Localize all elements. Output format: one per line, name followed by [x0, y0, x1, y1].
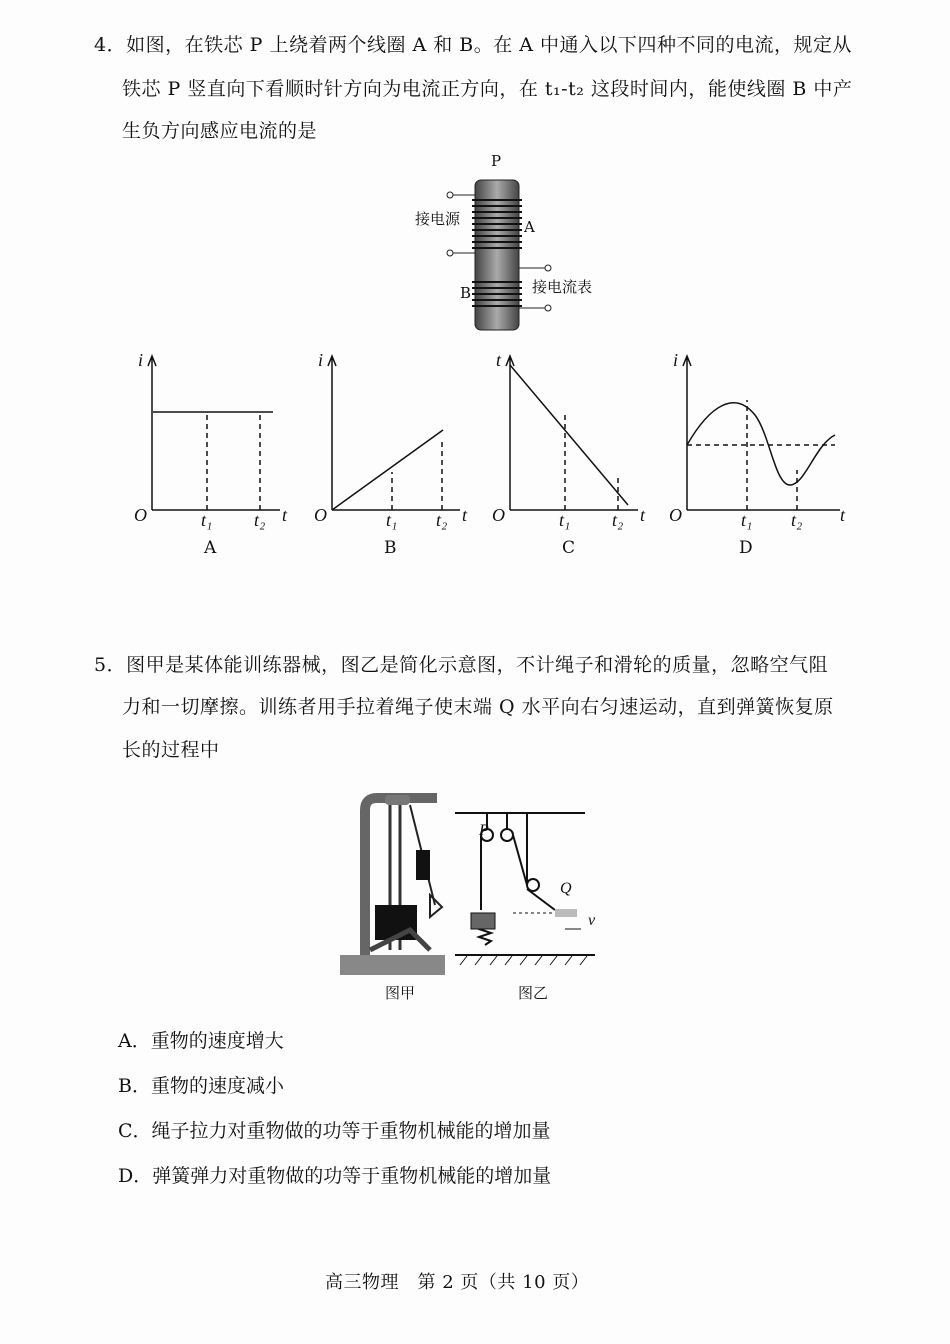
label-p: P: [479, 822, 489, 839]
t2-label: t₂: [612, 510, 624, 530]
t2-label: t₂: [791, 510, 803, 530]
y-axis-label: i: [673, 350, 679, 370]
t1-label: t₁: [201, 510, 213, 530]
origin-label: O: [314, 505, 327, 525]
label-q: Q: [560, 880, 572, 897]
training-machine-photo: [340, 785, 450, 980]
q5-line-2: 力和一切摩擦。训练者用手拉着绳子使末端 Q 水平向右匀速运动，直到弹簧恢复原: [122, 696, 834, 718]
graph-C: [488, 350, 668, 520]
caption-figure-a: 图甲: [385, 984, 416, 1002]
core-label-p: P: [491, 152, 502, 170]
y-axis: [683, 356, 691, 510]
option-d: D．弹簧弹力对重物做的功等于重物机械能的增加量: [118, 1165, 552, 1187]
y-axis: [328, 356, 336, 510]
y-axis: [506, 356, 514, 510]
graph-B: [310, 350, 490, 520]
label-v: v: [588, 912, 596, 929]
coil-label-b: B: [460, 284, 472, 302]
t2-label: t₂: [254, 510, 266, 530]
option-label-D: D: [739, 538, 753, 558]
option-c: C．绳子拉力对重物做的功等于重物机械能的增加量: [118, 1120, 551, 1142]
origin-label: O: [669, 505, 682, 525]
x-axis-label: t: [840, 505, 846, 525]
t1-label: t₁: [741, 510, 753, 530]
graph-A: [130, 350, 310, 520]
x-axis-label: t: [640, 505, 646, 525]
y-axis: [148, 356, 156, 510]
iron-core-figure: [420, 150, 620, 340]
graph-D: [665, 350, 845, 520]
x-axis-label: t: [462, 505, 468, 525]
q5-line-1: 5．图甲是某体能训练器械，图乙是简化示意图，不计绳子和滑轮的质量，忽略空气阻: [94, 654, 829, 676]
option-label-C: C: [562, 538, 576, 558]
origin-label: O: [134, 505, 147, 525]
y-axis-label: i: [138, 350, 144, 370]
q4-line-3: 生负方向感应电流的是: [122, 120, 318, 142]
x-axis-label: t: [282, 505, 288, 525]
ammeter-label: 接电流表: [532, 278, 593, 296]
option-b: B．重物的速度减小: [118, 1075, 284, 1097]
origin-label: O: [492, 505, 505, 525]
option-label-B: B: [384, 538, 397, 558]
page-footer: 高三物理 第 2 页（共 10 页）: [325, 1272, 590, 1293]
curve: [510, 365, 628, 505]
t1-label: t₁: [386, 510, 398, 530]
q4-line-1: 4．如图，在铁芯 P 上绕着两个线圈 A 和 B。在 A 中通入以下四种不同的电流，规定从: [94, 34, 853, 56]
y-axis-label: t: [496, 350, 502, 370]
t1-label: t₁: [559, 510, 571, 530]
curve: [687, 403, 835, 485]
y-axis-label: i: [318, 350, 324, 370]
pulley-schematic: [455, 805, 605, 970]
t2-label: t₂: [436, 510, 448, 530]
caption-figure-b: 图乙: [518, 984, 549, 1002]
q4-line-2: 铁芯 P 竖直向下看顺时针方向为电流正方向，在 t₁-t₂ 这段时间内，能使线圈 B 中产: [122, 78, 853, 100]
power-label: 接电源: [415, 210, 461, 228]
curve: [332, 430, 443, 510]
q5-line-3: 长的过程中: [122, 739, 220, 761]
option-label-A: A: [204, 538, 217, 558]
option-a: A．重物的速度增大: [118, 1030, 284, 1052]
coil-label-a: A: [524, 218, 535, 236]
